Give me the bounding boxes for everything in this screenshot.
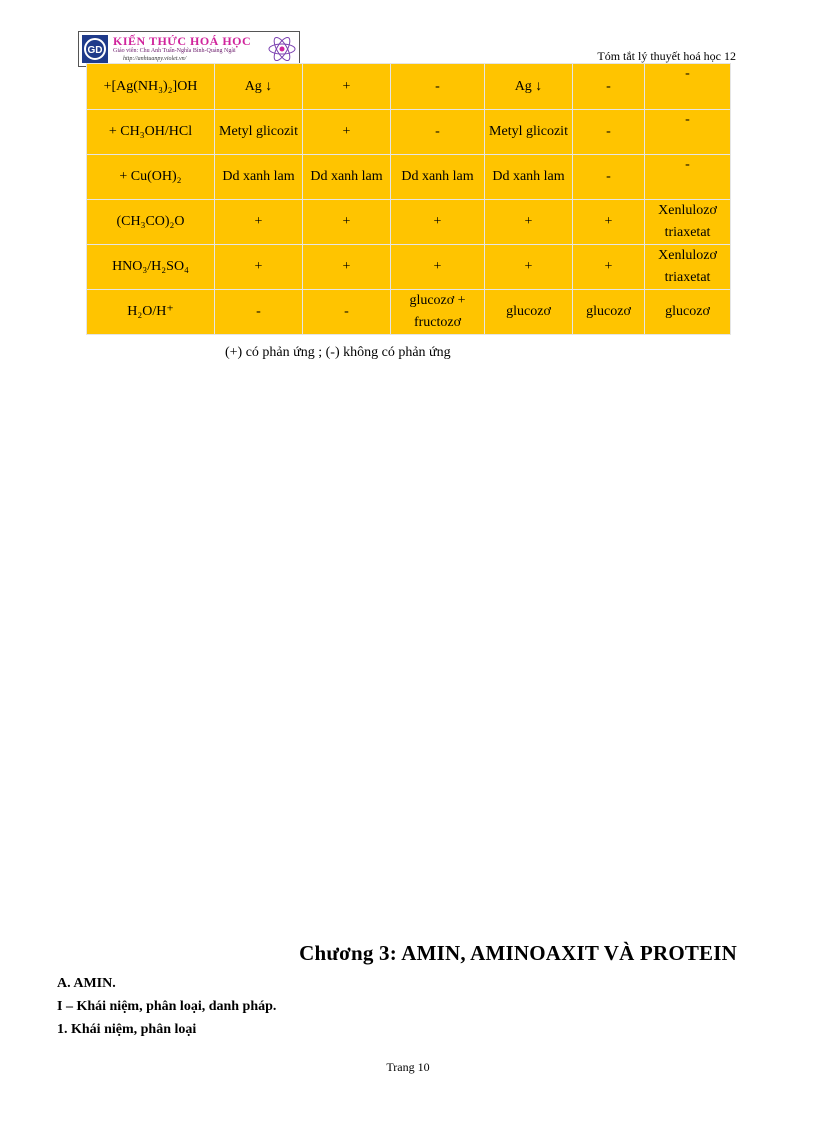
- reagent-cell: HNO₃/H₂SO₄: [87, 245, 215, 290]
- table-cell: Dd xanh lam: [215, 155, 303, 200]
- table-cell: Dd xanh lam: [391, 155, 485, 200]
- table-cell: glucozơ: [645, 290, 731, 335]
- section-heading: A. AMIN.: [57, 976, 116, 991]
- table-cell: -: [573, 155, 645, 200]
- header-logo: [78, 31, 300, 67]
- table-cell: Xenlulozơ triaxetat: [645, 245, 731, 290]
- table-row: [87, 64, 731, 110]
- table-cell: -: [645, 155, 731, 200]
- table-cell: +: [303, 110, 391, 155]
- table-cell: +: [391, 200, 485, 245]
- page-number: Trang 10: [386, 1060, 430, 1074]
- table-cell: Dd xanh lam: [303, 155, 391, 200]
- table-cell: +: [215, 245, 303, 290]
- table-row: [87, 200, 731, 245]
- table-cell: -: [391, 110, 485, 155]
- table-cell: +: [573, 245, 645, 290]
- table-cell: +: [573, 200, 645, 245]
- subsection-heading: I – Khái niệm, phân loại, danh pháp.: [57, 999, 277, 1014]
- table-cell: Metyl glicozit: [215, 110, 303, 155]
- reagent-cell: + CH₃OH/HCl: [87, 110, 215, 155]
- table-cell: -: [303, 290, 391, 335]
- logo-title: KIẾN THỨC HOÁ HỌC: [113, 34, 252, 48]
- table-cell: glucozơ: [573, 290, 645, 335]
- subsubsection-heading: 1. Khái niệm, phân loại: [57, 1022, 197, 1037]
- reagent-cell: + Cu(OH)₂: [87, 155, 215, 200]
- table-cell: +: [303, 245, 391, 290]
- table-cell: +: [485, 245, 573, 290]
- table-cell: -: [645, 110, 731, 155]
- document-title: Tóm tắt lý thuyết hoá học 12: [597, 49, 736, 63]
- table-cell: +: [391, 245, 485, 290]
- table-cell: -: [391, 64, 485, 110]
- table-cell: +: [303, 64, 391, 110]
- table-cell: -: [573, 110, 645, 155]
- table-cell: Xenlulozơ triaxetat: [645, 200, 731, 245]
- table-row: [87, 290, 731, 335]
- table-cell: Metyl glicozit: [485, 110, 573, 155]
- reagent-cell: H₂O/H⁺: [87, 290, 215, 335]
- table-row: [87, 245, 731, 290]
- table-cell: +: [303, 200, 391, 245]
- table-cell: glucozơ: [485, 290, 573, 335]
- table-row: [87, 155, 731, 200]
- table-cell: +: [485, 200, 573, 245]
- reagent-cell: +[Ag(NH₃)₂]OH: [87, 64, 215, 110]
- table-legend-note: (+) có phản ứng ; (-) không có phản ứng: [225, 345, 451, 360]
- chapter-title: Chương 3: AMIN, AMINOAXIT VÀ PROTEIN: [299, 941, 737, 965]
- reagent-cell: (CH₃CO)₂O: [87, 200, 215, 245]
- reaction-table: [86, 63, 731, 335]
- logo-subtitle: Giáo viên: Chu Anh Tuấn-Nghĩa Bình-Quảng Ngãi: [113, 48, 236, 54]
- table-cell: -: [215, 290, 303, 335]
- atom-icon: [267, 34, 297, 64]
- table-cell: -: [645, 64, 731, 110]
- svg-text:GD: GD: [87, 45, 103, 56]
- table-cell: Ag ↓: [215, 64, 303, 110]
- table-cell: glucozơ + fructozơ: [391, 290, 485, 335]
- logo-url: http://anhtuanpy.violet.vn/: [123, 56, 187, 62]
- table-cell: +: [215, 200, 303, 245]
- gd-emblem-icon: [82, 35, 108, 63]
- table-cell: -: [573, 64, 645, 110]
- table-row: [87, 110, 731, 155]
- table-cell: Ag ↓: [485, 64, 573, 110]
- table-cell: Dd xanh lam: [485, 155, 573, 200]
